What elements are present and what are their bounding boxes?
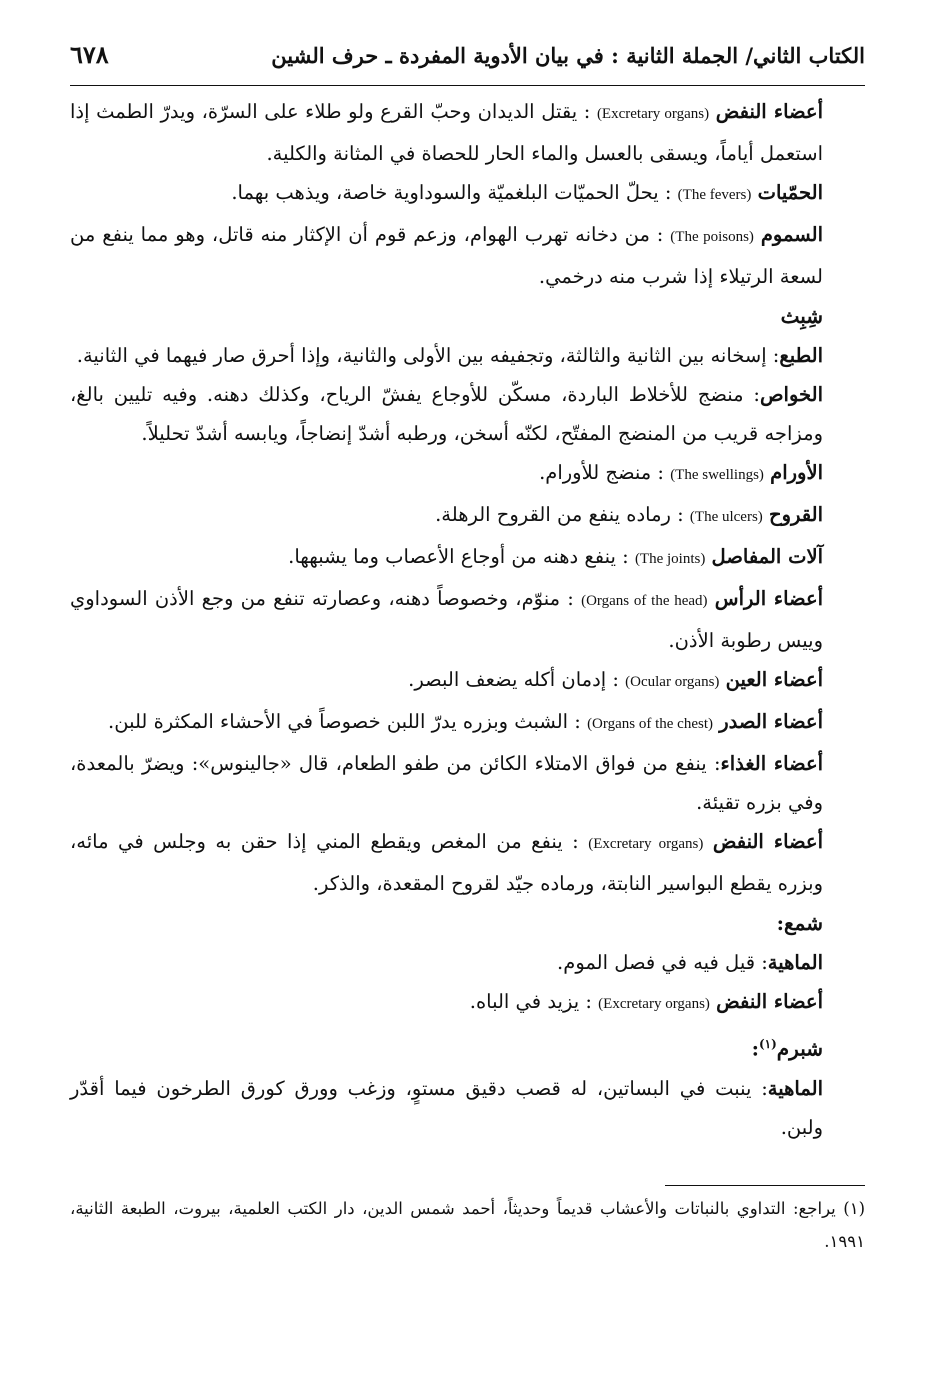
paragraph-text: : ينبت في البساتين، له قصب دقيق مستوٍ، وزغب وورق كورق الطرخون فيما أقدّر ولبن. (70, 1076, 823, 1139)
paragraph-text: : منوّم، وخصوصاً دهنه، وعصارته تنفع من وجع الأذن السوداوي وييس رطوبة الأذن. (70, 587, 823, 652)
paragraph-term: أعضاء الرأس (714, 587, 823, 610)
paragraph-term: الحمّيات (757, 181, 823, 204)
paragraph-term: أعضاء النفض (715, 100, 823, 123)
english-gloss: (The joints) (634, 551, 706, 567)
paragraph-text: : يحلّ الحميّات البلغميّة والسوداوية خاصة، ويذهب بهما. (231, 181, 672, 204)
paragraph-text: : إدمان أكله يضعف البصر. (408, 668, 619, 691)
paragraph-term: القروح (769, 503, 823, 526)
page-number: ٦٧٨ (70, 40, 109, 69)
paragraph-text: : الشبث وبزره يدرّ اللبن خصوصاً في الأحشاء المكثرة للبن. (108, 710, 581, 733)
english-gloss: (Excretary organs) (596, 106, 710, 122)
entry-heading-colon: : (751, 1036, 759, 1061)
paragraph-text: : إسخانه بين الثانية والثالثة، وتجفيفه بين الأولى والثانية، وإذا أحرق صار فيهما في الثانية. (76, 344, 780, 367)
paragraph-term: الماهية (767, 1076, 823, 1100)
entry-heading: شِبِث (780, 304, 823, 328)
paragraph-text: : يزيد في الباه. (469, 990, 592, 1013)
paragraph (70, 1069, 865, 1147)
paragraph (70, 92, 865, 173)
paragraph (70, 375, 865, 453)
paragraph-term: السموم (760, 223, 824, 246)
paragraph-text: : منضج للأخلاط الباردة، مسكّن للأوجاع يفشّ الرياح، وكذلك دهنه. وفيه تليين بالغ، ومزاجه قريب من المنضج المفتّح، لكنّه أسخن، ورطبه أشدّ إنضاجاً، ويابسه أشدّ تحليلاً. (70, 383, 823, 445)
english-gloss: (The fevers) (677, 187, 752, 203)
paragraph (70, 579, 865, 660)
paragraph (70, 943, 865, 982)
paragraph (70, 495, 865, 537)
english-gloss: (Organs of the head) (581, 593, 708, 609)
paragraph-text: : رماده ينفع من القروح الرهلة. (435, 503, 684, 526)
running-title: الكتاب الثاني/ الجملة الثانية : في بيان الأدوية المفردة ـ حرف الشين (271, 43, 865, 68)
paragraph-term: الأورام (770, 461, 823, 484)
paragraph-term: آلات المفاصل (711, 545, 823, 568)
paragraph-term: الماهية (767, 951, 823, 974)
english-gloss: (Excretary organs) (588, 836, 704, 852)
entry-heading (70, 1024, 865, 1069)
paragraph (70, 537, 865, 579)
paragraph-term: أعضاء الغذاء (720, 752, 824, 775)
footnote (70, 1192, 865, 1258)
paragraph (70, 744, 865, 822)
english-gloss: (Excretary organs) (598, 996, 710, 1012)
footnote-reference[interactable]: (١) (758, 1037, 777, 1051)
paragraph-text: : ينفع من فواق الامتلاء الكائن من طفو الطعام، قال «جالينوس»: ويضرّ بالمعدة، وفي بزره تقيئة. (70, 752, 823, 814)
book-page (70, 40, 865, 1258)
paragraph (70, 982, 865, 1024)
paragraph-text: : منضج للأورام. (539, 461, 664, 484)
paragraph-text: : من دخانه تهرب الهوام، وزعم قوم أن الإكثار منه قاتل، وهو مما ينفع من لسعة الرتيلاء إذا شرب منه درخمي. (70, 223, 823, 288)
paragraph-text: : ينفع من المغص ويقطع المني إذا حقن به وجلس في مائه، وبزره يقطع البواسير النابتة، ورماده جيّد لقروح المقعدة، والذكر. (70, 830, 823, 895)
paragraph (70, 660, 865, 702)
footnote-marker: (١) (843, 1198, 865, 1218)
english-gloss: (The swellings) (670, 467, 764, 483)
paragraph (70, 702, 865, 744)
paragraph-text: : ينفع دهنه من أوجاع الأعصاب وما يشبهها. (288, 545, 629, 568)
english-gloss: (Organs of the chest) (587, 716, 713, 732)
paragraph-text: : يقتل الديدان وحبّ القرع ولو طلاء على السرّة، ويدرّ الطمث إذا استعمل أياماً، ويسقى بالعسل والماء الحار للحصاة في المثانة والكلية. (70, 100, 823, 165)
paragraph (70, 453, 865, 495)
english-gloss: (Ocular organs) (625, 674, 720, 690)
paragraph (70, 336, 865, 375)
page-body (70, 92, 865, 1147)
paragraph-term: أعضاء النفض (712, 830, 823, 853)
paragraph-term: الخواص (759, 383, 823, 406)
paragraph-term: أعضاء العين (725, 668, 823, 691)
entry-heading-word: شبرم (776, 1036, 823, 1061)
english-gloss: (The poisons) (670, 229, 754, 245)
paragraph (70, 215, 865, 296)
paragraph-term: الطبع (779, 344, 823, 367)
paragraph (70, 822, 865, 903)
page-header (70, 40, 865, 86)
footnote-divider (665, 1185, 865, 1186)
paragraph-text: : قيل فيه في فصل الموم. (557, 951, 768, 974)
paragraph (70, 173, 865, 215)
footnote-text: يراجع: التداوي بالنباتات والأعشاب قديماً وحديثاً، أحمد شمس الدين، دار الكتب العلمية، بيروت، الطبعة الثانية، ١٩٩١. (70, 1198, 865, 1251)
paragraph-term: أعضاء الصدر (719, 710, 823, 733)
entry-heading: شمع: (776, 911, 823, 935)
paragraph-term: أعضاء النفض (716, 990, 823, 1013)
english-gloss: (The ulcers) (689, 509, 763, 525)
